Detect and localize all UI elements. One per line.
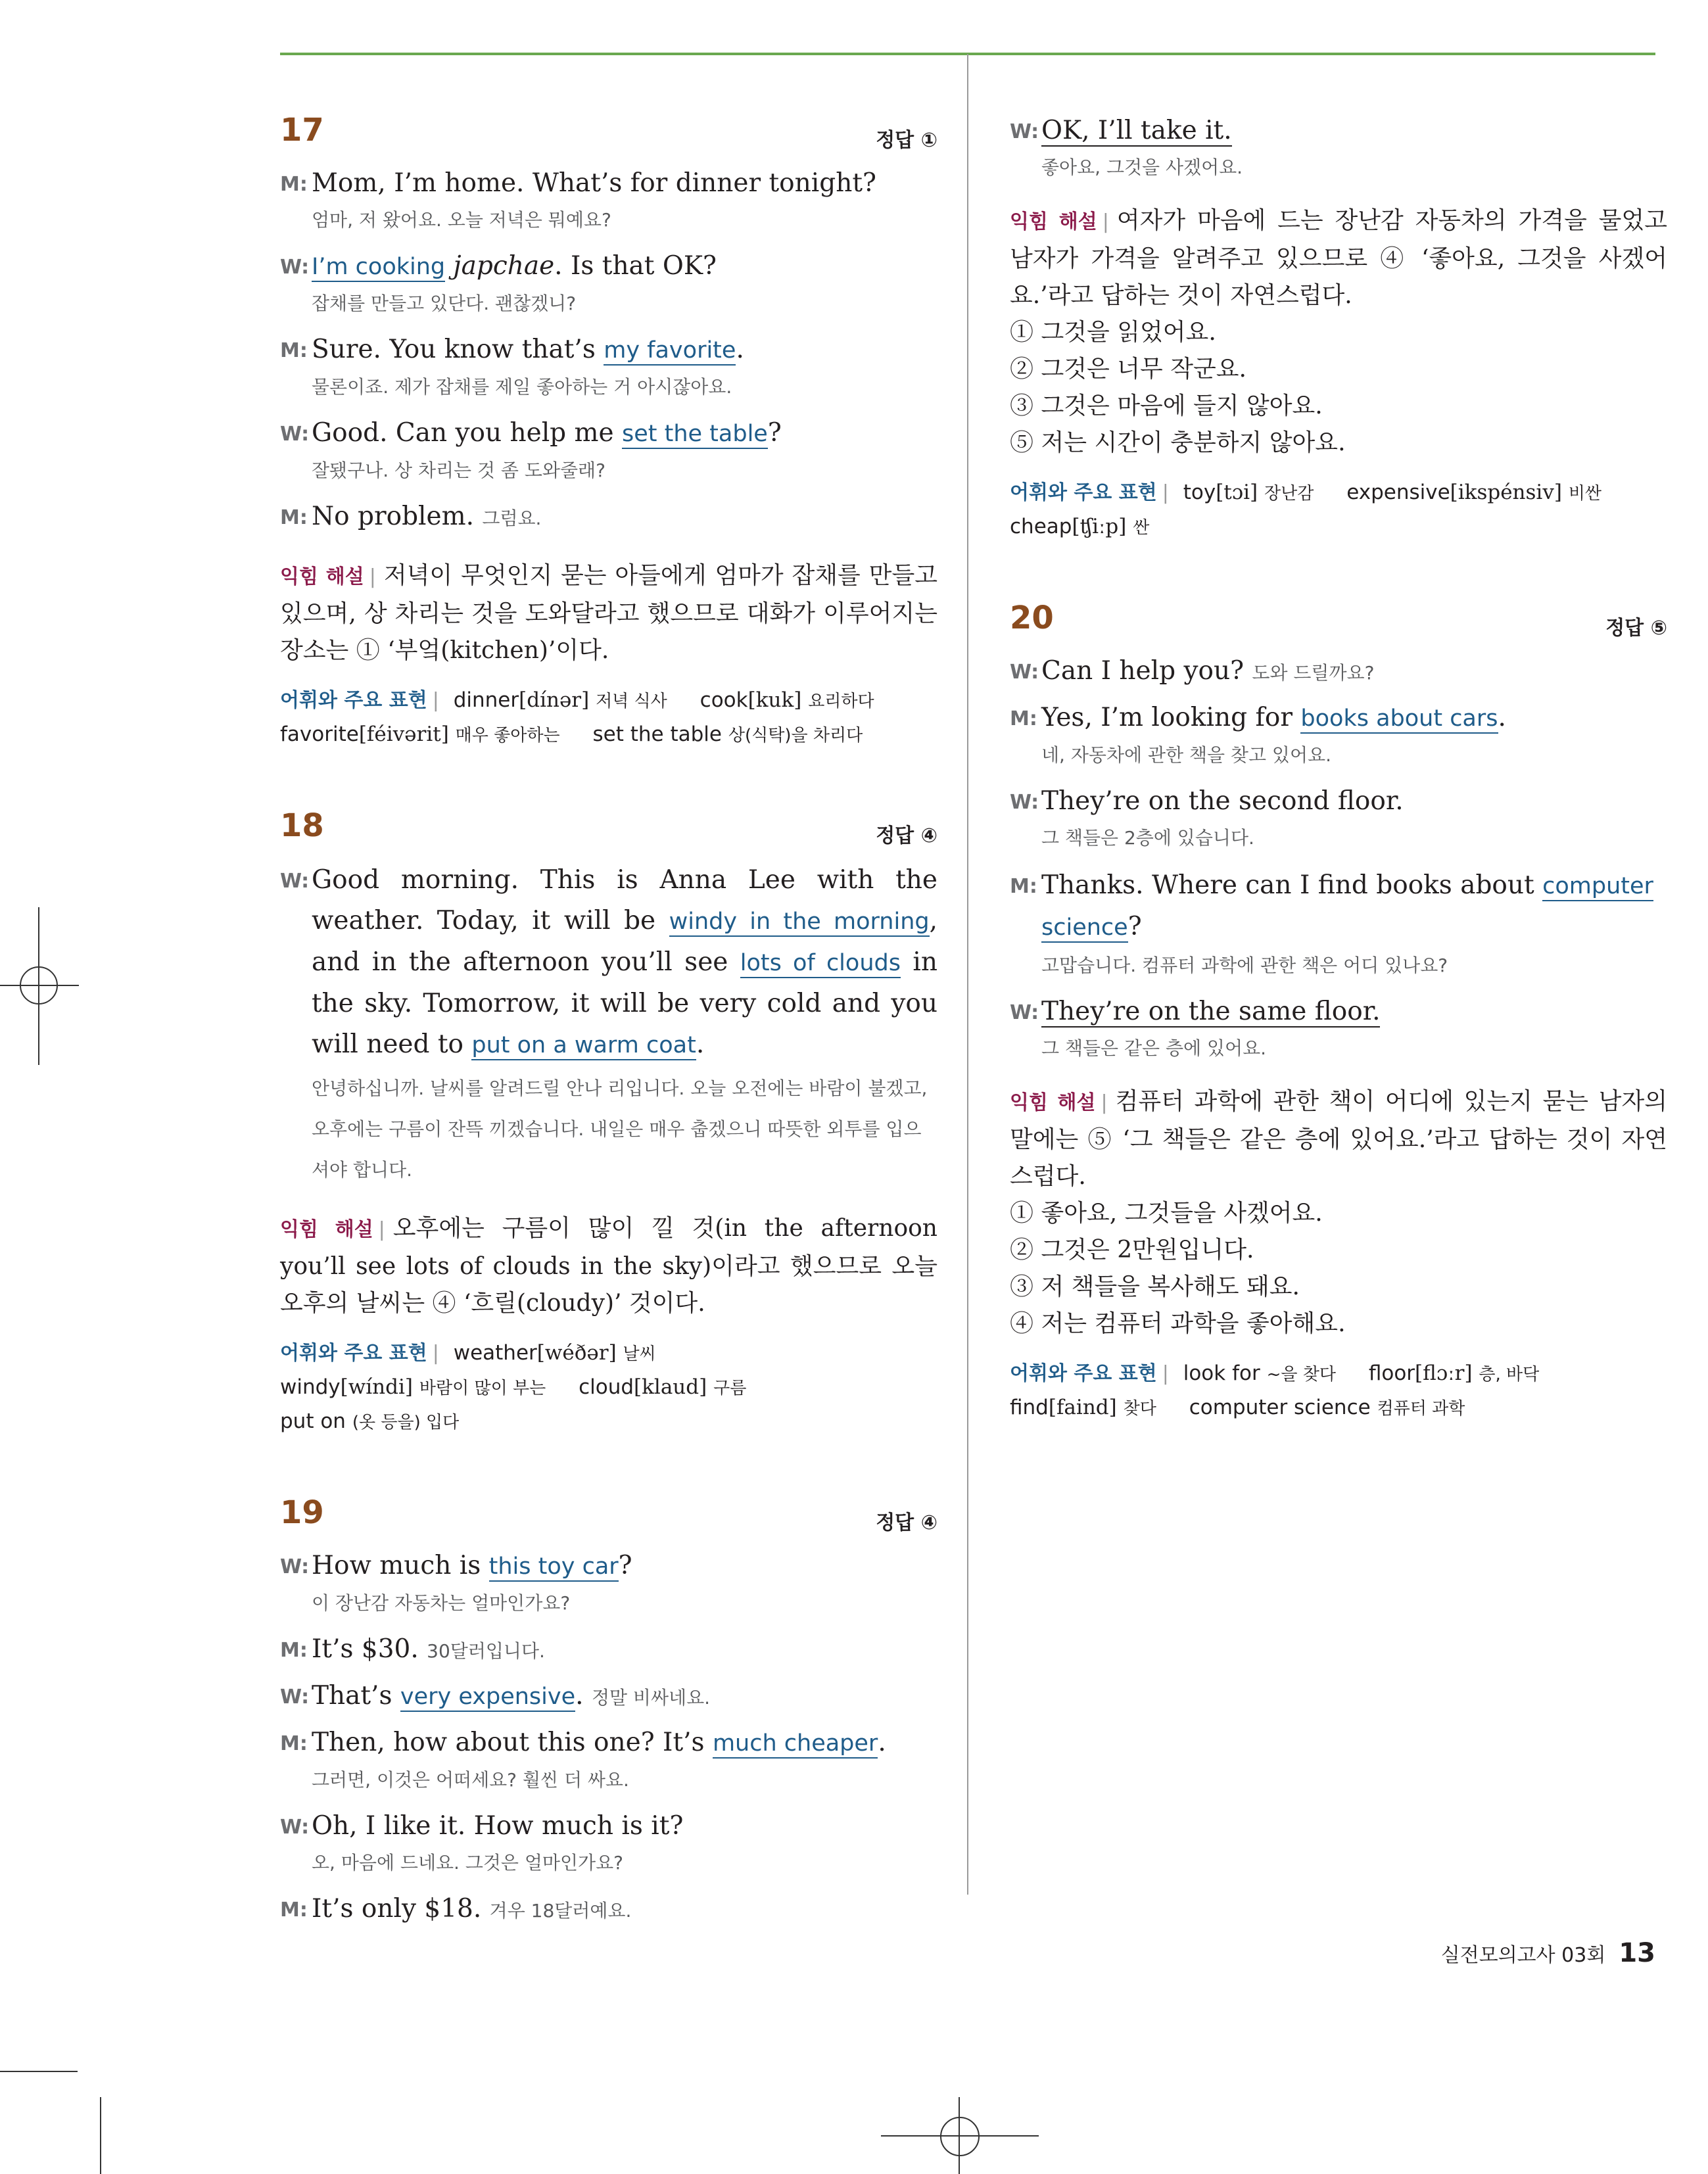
- translation: 좋아요, 그것을 사겠어요.: [1041, 156, 1243, 178]
- vocabulary: 어휘와 주요 표현 | weather[wéðər] 날씨 windy[wíndi] 바람이 많이 부는 cloud[klaud] 구름 put on (옷 등을) 입다: [280, 1341, 747, 1433]
- dialogue-line: M: No problem. 그럼요.: [280, 502, 542, 531]
- dialogue-line: W: Good. Can you help me set the table?: [280, 418, 782, 448]
- translation: 잡채를 만들고 있단다. 괜찮겠니?: [312, 293, 577, 314]
- translation: 안녕하십니까. 날씨를 알려드릴 안나 리입니다. 오늘 오전에는 바람이 불겠고, 오후에는 구름이 잔뜩 끼겠습니다. 내일은 매우 춥겠으니 따뜻한 외투를 입으셔야 합니다.: [312, 1077, 928, 1181]
- explanation: 익힘 해설 | 오후에는 구름이 많이 낄 것(in the afternoon you’ll see lots of clouds in the sky)이라고 했으므로 오늘 오후의 날씨는 ④ ‘흐릴(cloudy)’ 것이다.: [280, 1215, 937, 1317]
- dialogue-line: W: They’re on the same floor.: [1010, 997, 1381, 1026]
- translation: 이 장난감 자동차는 얼마인가요?: [312, 1592, 571, 1614]
- question-19-continued: [1010, 112, 1667, 544]
- question-19: [280, 1494, 937, 1930]
- page-number: 13: [1619, 1938, 1655, 1968]
- question-18: [280, 807, 937, 1439]
- option: ③ 그것은 마음에 들지 않아요.: [1010, 392, 1323, 419]
- monologue: W: Good morning. This is Anna Lee with the weather. Today, it will be windy in the morning, and in the afternoon you’ll see lots of clouds in the sky. Tomorrow, it will be very cold and you will need to put on a warm coat.: [280, 865, 937, 1059]
- question-17: [280, 112, 937, 752]
- footer-label: 실전모의고사 03회: [1440, 1944, 1606, 1967]
- dialogue-line: W: How much is this toy car?: [280, 1551, 632, 1580]
- explanation: 익힘 해설 | 여자가 마음에 드는 장난감 자동차의 가격을 물었고 남자가 가격을 알려주고 있으므로 ④ ‘좋아요, 그것을 사겠어요.’라고 답하는 것이 자연스럽다.: [1010, 207, 1667, 309]
- dialogue-line: M: Thanks. Where can I find books about computer science?: [1010, 870, 1653, 941]
- dialogue-line: M: Yes, I’m looking for books about cars.: [1010, 703, 1506, 732]
- dialogue-line: M: Sure. You know that’s my favorite.: [280, 335, 744, 364]
- dialogue-line: W: I’m cooking japchae. Is that OK?: [280, 251, 717, 281]
- right-column: [1010, 112, 1667, 1480]
- dialogue-line: W: Can I help you? 도와 드릴까요?: [1010, 656, 1375, 686]
- answer-label: 정답 ④: [876, 1511, 937, 1534]
- answer-label: 정답 ①: [876, 129, 937, 152]
- question-number: 19: [280, 1494, 324, 1531]
- dialogue-line: W: Oh, I like it. How much is it?: [280, 1811, 684, 1841]
- question-number: 18: [280, 807, 324, 844]
- answer-label: 정답 ⑤: [1605, 617, 1667, 640]
- translation: 오, 마음에 드네요. 그것은 얼마인가요?: [312, 1852, 623, 1874]
- translation: 엄마, 저 왔어요. 오늘 저녁은 뭐예요?: [312, 209, 611, 231]
- vocabulary: 어휘와 주요 표현 | toy[tɔi] 장난감 expensive[ikspénsiv] 비싼 cheap[ʧiːp] 싼: [1010, 481, 1602, 538]
- vocabulary: 어휘와 주요 표현 | dinner[dínər] 저녁 식사 cook[kuk] 요리하다 favorite[féivərit] 매우 좋아하는 set the table 상(식탁)을 차리다: [280, 688, 874, 746]
- page-footer: [1441, 1938, 1655, 1968]
- left-column: [280, 112, 937, 1985]
- option: ③ 저 책들을 복사해도 돼요.: [1010, 1273, 1300, 1300]
- option: ④ 저는 컴퓨터 과학을 좋아해요.: [1010, 1310, 1346, 1337]
- explanation: 익힘 해설 | 저녁이 무엇인지 묻는 아들에게 엄마가 잡채를 만들고 있으며, 상 차리는 것을 도와달라고 했으므로 대화가 이루어지는 장소는 ① ‘부엌(kitchen)’이다.: [280, 562, 937, 664]
- dialogue-line: W: OK, I’ll take it.: [1010, 116, 1232, 145]
- translation: 네, 자동차에 관한 책을 찾고 있어요.: [1041, 744, 1331, 766]
- crop-mark-bottom-left: [0, 2071, 105, 2174]
- option: ① 좋아요, 그것들을 사겠어요.: [1010, 1200, 1323, 1227]
- dialogue-line: M: It’s $30. 30달러입니다.: [280, 1634, 545, 1664]
- registration-mark-left: [0, 907, 79, 1065]
- answer-label: 정답 ④: [876, 824, 937, 847]
- translation: 잘됐구나. 상 차리는 것 좀 도와줄래?: [312, 460, 605, 481]
- option: ② 그것은 너무 작군요.: [1010, 356, 1246, 383]
- option: ① 그것을 읽었어요.: [1010, 319, 1216, 346]
- vocabulary: 어휘와 주요 표현 | look for ~을 찾다 floor[flɔːr] 층, 바닥 find[faind] 찾다 computer science 컴퓨터 과학: [1010, 1361, 1540, 1419]
- dialogue-line: M: It’s only $18. 겨우 18달러예요.: [280, 1894, 632, 1924]
- translation: 그 책들은 2층에 있습니다.: [1041, 827, 1254, 849]
- question-number: 17: [280, 112, 324, 149]
- translation: 고맙습니다. 컴퓨터 과학에 관한 책은 어디 있나요?: [1041, 955, 1448, 976]
- explanation: 익힘 해설 | 컴퓨터 과학에 관한 책이 어디에 있는지 묻는 남자의 말에는 ⑤ ‘그 책들은 같은 층에 있어요.’라고 답하는 것이 자연스럽다.: [1010, 1088, 1667, 1190]
- registration-mark-bottom: [881, 2097, 1039, 2174]
- translation: 그 책들은 같은 층에 있어요.: [1041, 1037, 1267, 1059]
- question-20: [1010, 600, 1667, 1425]
- option: ⑤ 저는 시간이 충분하지 않아요.: [1010, 429, 1346, 456]
- translation: 물론이죠. 제가 잡채를 제일 좋아하는 거 아시잖아요.: [312, 376, 732, 398]
- dialogue-line: W: They’re on the second floor.: [1010, 786, 1404, 816]
- dialogue-line: W: That’s very expensive. 정말 비싸네요.: [280, 1681, 711, 1711]
- column-divider: [967, 54, 968, 1895]
- dialogue-line: M: Mom, I’m home. What’s for dinner tonight?: [280, 168, 876, 198]
- question-number: 20: [1010, 600, 1054, 636]
- option: ② 그것은 2만원입니다.: [1010, 1237, 1254, 1264]
- translation: 그러면, 이것은 어떠세요? 훨씬 더 싸요.: [312, 1769, 629, 1791]
- dialogue-line: M: Then, how about this one? It’s much cheaper.: [280, 1728, 886, 1757]
